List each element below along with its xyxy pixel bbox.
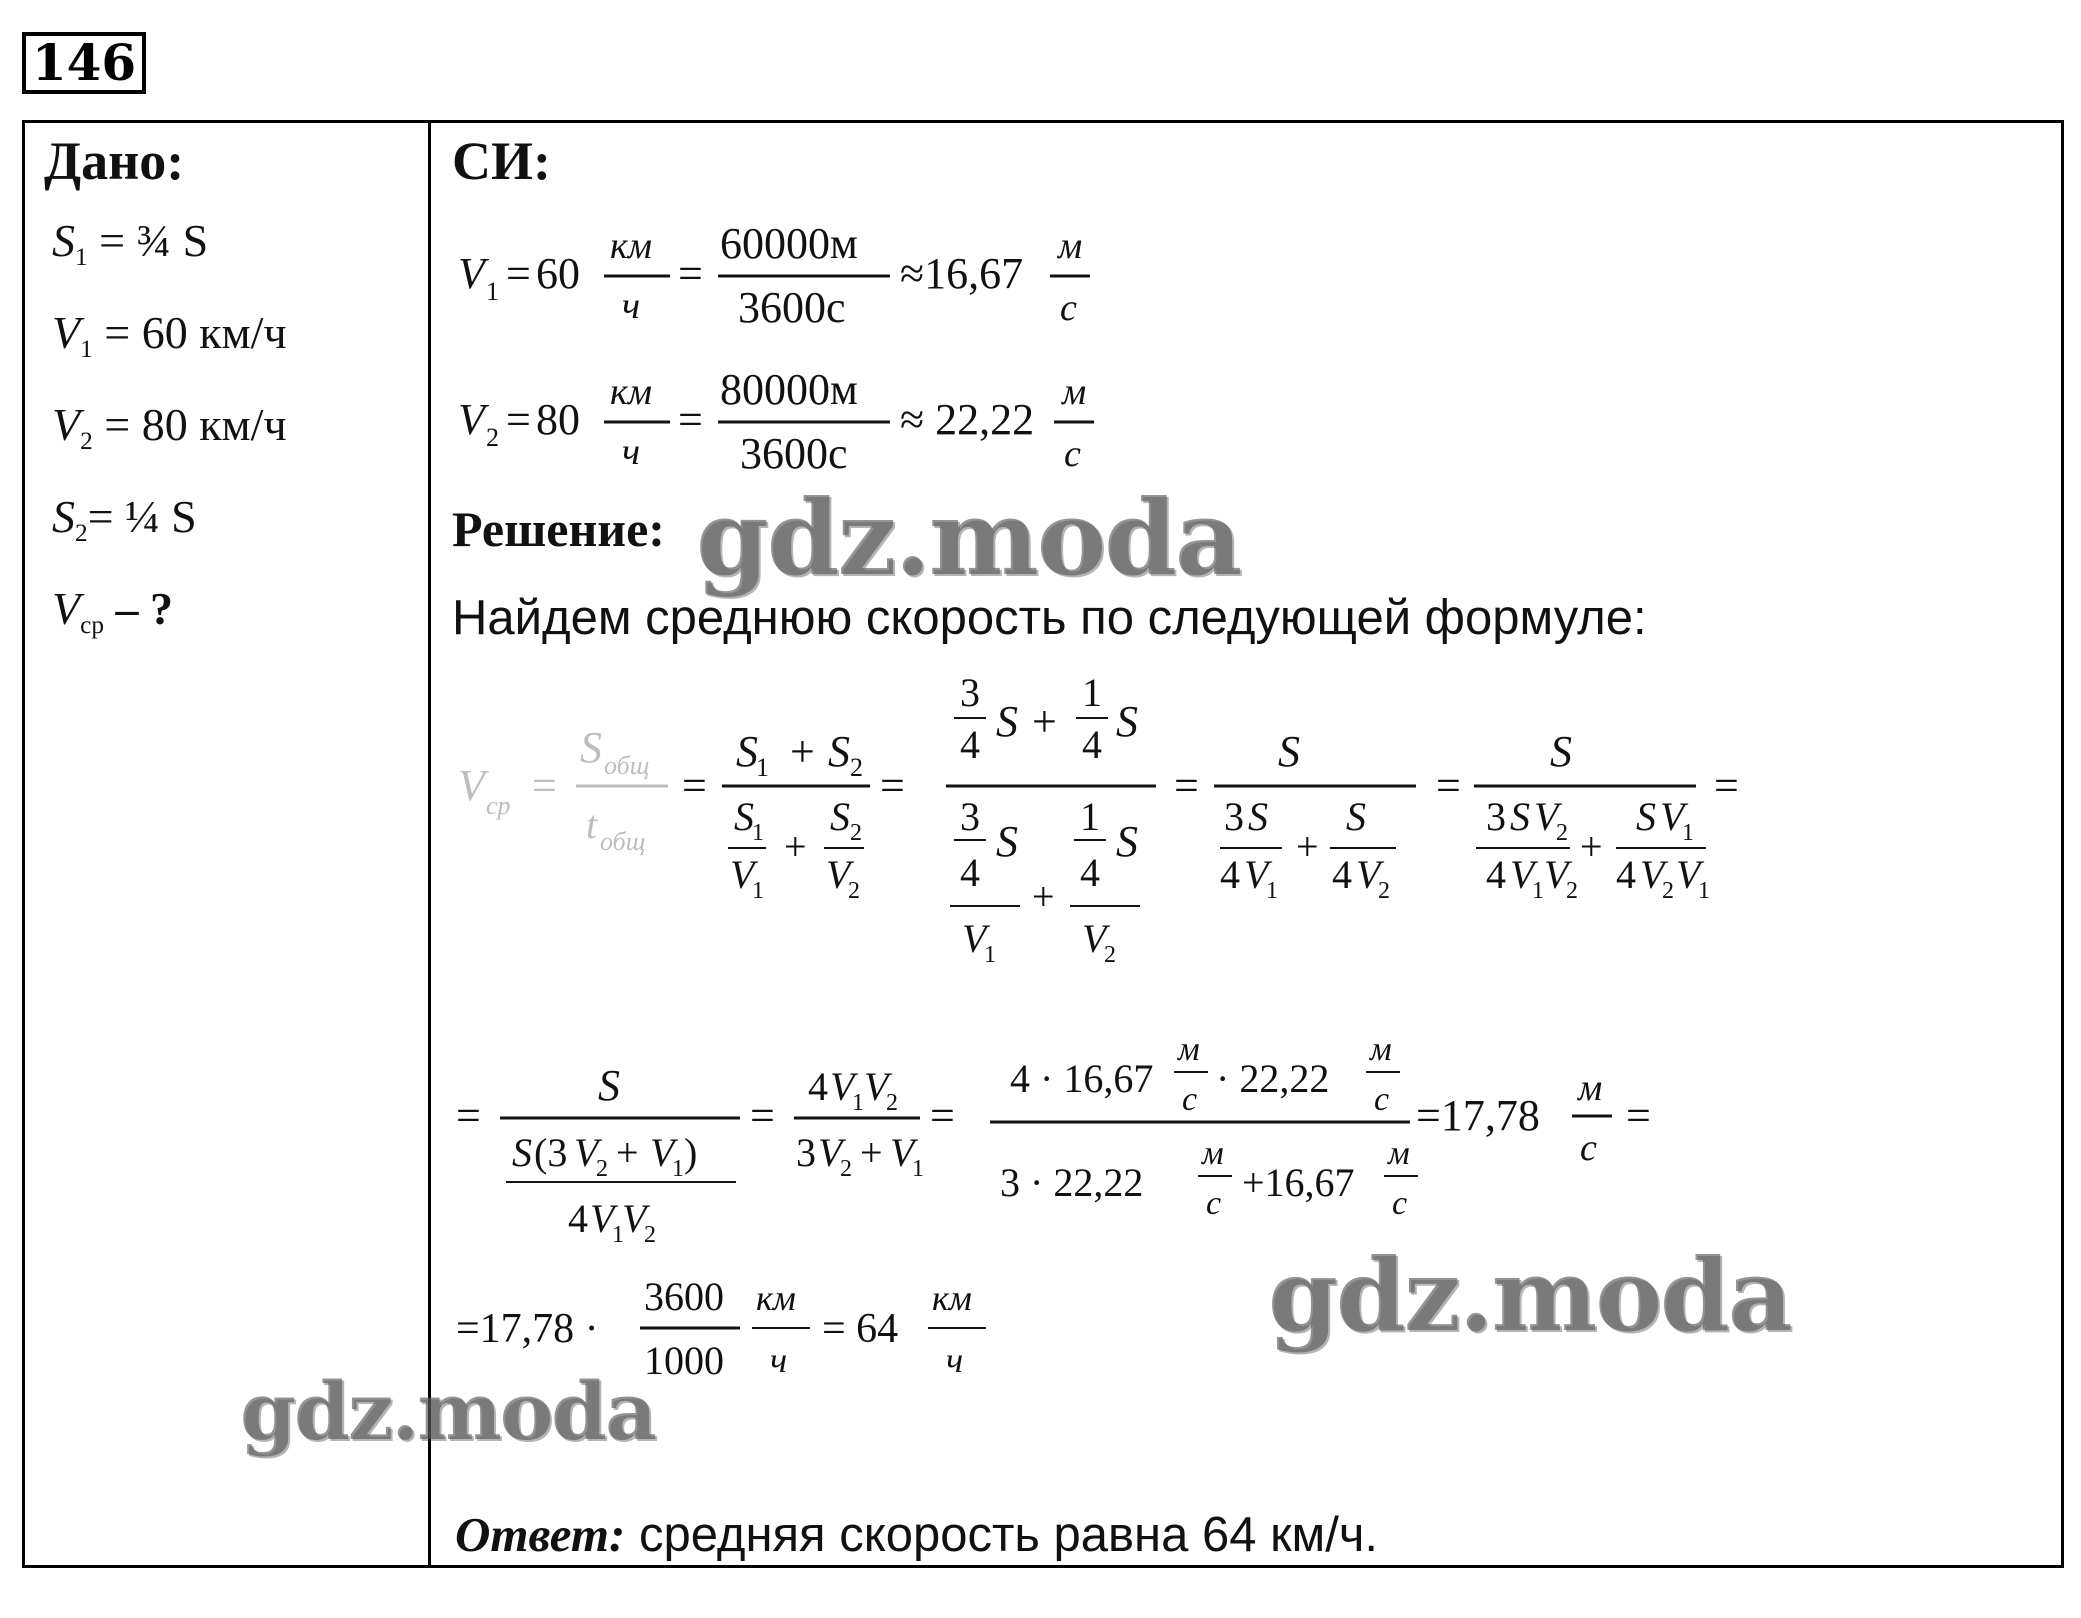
svg-text:1: 1	[1266, 878, 1278, 904]
svg-text:км: км	[756, 1278, 796, 1318]
svg-text:=: =	[750, 1091, 775, 1140]
svg-text:м: м	[1178, 1031, 1200, 1068]
svg-text:S: S	[598, 1061, 620, 1110]
si-formula-v2	[450, 356, 1150, 486]
svg-text:): )	[684, 1130, 698, 1175]
svg-text:4: 4	[808, 1064, 828, 1109]
svg-text:V: V	[864, 1064, 889, 1109]
svg-text:м: м	[1062, 371, 1087, 413]
svg-text:=: =	[532, 761, 557, 810]
svg-text:=: =	[456, 1091, 481, 1140]
svg-text:V: V	[826, 852, 851, 897]
svg-text:=: =	[678, 249, 703, 298]
svg-text:+: +	[784, 824, 807, 869]
svg-text:3600с: 3600с	[740, 429, 848, 478]
given-item: $S_2=$ ¼ S	[52, 491, 197, 547]
svg-text:2: 2	[850, 820, 862, 846]
svg-text:ч: ч	[770, 1340, 788, 1380]
svg-text:60: 60	[536, 249, 580, 298]
svg-text:с: с	[1060, 287, 1077, 329]
svg-text:V: V	[1676, 852, 1701, 897]
svg-text:S: S	[830, 794, 850, 839]
svg-text:4: 4	[1616, 852, 1636, 897]
svg-text:км: км	[932, 1278, 972, 1318]
svg-text:1: 1	[1532, 878, 1544, 904]
svg-text:3: 3	[1486, 794, 1506, 839]
solution-intro: Найдем среднюю скорость по следующей формуле:	[452, 591, 1647, 645]
svg-text:+: +	[860, 1130, 883, 1175]
svg-text:ч: ч	[622, 431, 641, 473]
svg-text:2: 2	[1378, 878, 1390, 904]
svg-text:≈16,67: ≈16,67	[900, 249, 1024, 298]
svg-text:общ: общ	[600, 827, 646, 856]
svg-text:S: S	[512, 1130, 532, 1175]
svg-text:V: V	[574, 1130, 599, 1175]
column-divider	[428, 120, 431, 1568]
watermark-logo: gdz.moda	[696, 476, 1241, 599]
svg-text:м: м	[1202, 1135, 1224, 1172]
svg-text:S: S	[828, 727, 850, 776]
problem-number: 146	[22, 32, 146, 94]
svg-text:60000м: 60000м	[720, 219, 858, 268]
svg-text:с: с	[1580, 1127, 1597, 1169]
svg-text:S: S	[1550, 727, 1572, 776]
svg-text:80: 80	[536, 395, 580, 444]
svg-text:S: S	[1510, 794, 1530, 839]
given-item: $V_{ср}$ – ?	[52, 583, 173, 639]
svg-text:1: 1	[1080, 794, 1100, 839]
svg-text:+16,67: +16,67	[1242, 1160, 1355, 1205]
svg-text:2: 2	[596, 1156, 608, 1182]
svg-text:2: 2	[850, 753, 863, 782]
svg-text:1: 1	[756, 753, 769, 782]
svg-text:4: 4	[960, 850, 980, 895]
svg-text:(3: (3	[534, 1130, 568, 1175]
given-item: $S_1$ = ¾ S	[52, 215, 209, 271]
si-heading: СИ:	[452, 131, 551, 191]
svg-text:=: =	[1626, 1091, 1651, 1140]
svg-text:V: V	[1082, 916, 1107, 961]
svg-text:+: +	[1296, 824, 1319, 869]
svg-text:4: 4	[1080, 850, 1100, 895]
svg-text:V: V	[1660, 794, 1685, 839]
svg-text:км: км	[610, 225, 653, 267]
svg-text:с: с	[1392, 1185, 1408, 1222]
svg-text:2: 2	[1662, 878, 1674, 904]
svg-text:S: S	[580, 723, 602, 772]
svg-text:1: 1	[984, 942, 996, 968]
svg-text:V: V	[1544, 852, 1569, 897]
svg-text:4 · 16,67: 4 · 16,67	[1010, 1056, 1154, 1101]
svg-text:2: 2	[848, 878, 860, 904]
svg-text:= 64: = 64	[822, 1306, 899, 1352]
svg-text:+: +	[1032, 874, 1055, 919]
svg-text:V: V	[1356, 852, 1381, 897]
svg-text:V: V	[962, 916, 987, 961]
svg-text:3: 3	[796, 1130, 816, 1175]
svg-text:1: 1	[752, 820, 764, 846]
svg-text:80000м: 80000м	[720, 365, 858, 414]
svg-text:1: 1	[912, 1156, 924, 1182]
answer-text: средняя скорость равна 64 км/ч.	[625, 1508, 1378, 1562]
svg-text:ч: ч	[622, 285, 641, 327]
svg-text:V: V	[1534, 794, 1559, 839]
svg-text:4: 4	[1082, 722, 1102, 767]
svg-text:V: V	[1244, 852, 1269, 897]
svg-text:=: =	[506, 395, 531, 444]
svg-text:V: V	[1640, 852, 1665, 897]
svg-text:V: V	[730, 852, 755, 897]
svg-text:3 · 22,22: 3 · 22,22	[1000, 1160, 1144, 1205]
svg-text:1: 1	[852, 1090, 864, 1116]
svg-text:ср: ср	[486, 791, 511, 820]
svg-text:V: V	[622, 1196, 647, 1241]
svg-text:4: 4	[960, 722, 980, 767]
svg-text:=: =	[1436, 761, 1461, 810]
given-item: $V_2 = 80$ км/ч	[52, 399, 287, 455]
svg-text:4: 4	[568, 1196, 588, 1241]
answer	[455, 1506, 1378, 1563]
derivation-line-1	[450, 670, 1830, 990]
svg-text:S: S	[996, 697, 1018, 746]
si-formula-v1	[450, 210, 1150, 340]
svg-text:=: =	[1714, 761, 1739, 810]
svg-text:4: 4	[1486, 852, 1506, 897]
svg-text:=17,78: =17,78	[1416, 1091, 1540, 1140]
svg-text:=: =	[1174, 761, 1199, 810]
svg-text:· 22,22: · 22,22	[1216, 1056, 1330, 1101]
svg-text:с: с	[1182, 1081, 1198, 1118]
svg-text:2: 2	[644, 1222, 656, 1248]
svg-text:2: 2	[486, 423, 499, 452]
solution-heading: Решение:	[452, 501, 665, 557]
svg-text:3600с: 3600с	[738, 283, 846, 332]
svg-text:3: 3	[960, 670, 980, 715]
svg-text:км: км	[610, 371, 653, 413]
watermark-logo: gdz.moda	[240, 1364, 655, 1458]
svg-text:с: с	[1374, 1081, 1390, 1118]
svg-text:м: м	[1058, 225, 1083, 267]
svg-text:V: V	[1510, 852, 1535, 897]
svg-text:с: с	[1206, 1185, 1222, 1222]
svg-text:1: 1	[1082, 670, 1102, 715]
svg-text:общ: общ	[604, 751, 650, 780]
svg-text:1: 1	[1682, 820, 1694, 846]
svg-text:+: +	[790, 727, 815, 776]
svg-text:+: +	[616, 1130, 639, 1175]
svg-text:S: S	[736, 727, 758, 776]
svg-text:ч: ч	[946, 1340, 964, 1380]
svg-text:t: t	[586, 802, 598, 847]
svg-text:V: V	[458, 395, 485, 444]
svg-text:V: V	[890, 1130, 915, 1175]
svg-text:=: =	[930, 1091, 955, 1140]
svg-text:3: 3	[960, 794, 980, 839]
svg-text:2: 2	[840, 1156, 852, 1182]
svg-text:1: 1	[752, 878, 764, 904]
svg-text:1: 1	[672, 1156, 684, 1182]
svg-text:V: V	[458, 249, 485, 298]
svg-text:S: S	[1346, 794, 1366, 839]
svg-text:2: 2	[1556, 820, 1568, 846]
svg-text:=: =	[678, 395, 703, 444]
svg-text:S: S	[734, 794, 754, 839]
svg-text:2: 2	[886, 1090, 898, 1116]
svg-text:4: 4	[1332, 852, 1352, 897]
svg-text:1: 1	[612, 1222, 624, 1248]
svg-text:1000: 1000	[644, 1338, 724, 1383]
svg-text:≈ 22,22: ≈ 22,22	[900, 395, 1035, 444]
svg-text:м: м	[1578, 1067, 1603, 1109]
svg-text:S: S	[1636, 794, 1656, 839]
answer-label: Ответ:	[455, 1507, 626, 1562]
svg-text:=: =	[880, 761, 905, 810]
svg-text:S: S	[1278, 727, 1300, 776]
svg-text:V: V	[830, 1064, 855, 1109]
svg-text:4: 4	[1220, 852, 1240, 897]
svg-text:2: 2	[1104, 942, 1116, 968]
svg-text:1: 1	[486, 277, 499, 306]
svg-text:V: V	[818, 1130, 843, 1175]
svg-text:1: 1	[1698, 878, 1710, 904]
derivation-line-2	[450, 1010, 1750, 1250]
svg-text:V: V	[458, 761, 485, 810]
svg-text:S: S	[1116, 697, 1138, 746]
svg-text:3600: 3600	[644, 1274, 724, 1319]
svg-text:+: +	[1032, 697, 1057, 746]
watermark-logo: gdz.moda	[1268, 1236, 1791, 1354]
svg-text:S: S	[996, 817, 1018, 866]
svg-text:=17,78 ·: =17,78 ·	[456, 1306, 599, 1352]
svg-text:с: с	[1064, 433, 1081, 475]
given-item: $V_1 = 60$ км/ч	[52, 307, 287, 363]
svg-text:+: +	[1580, 824, 1603, 869]
given-heading: Дано:	[44, 131, 185, 191]
svg-text:=: =	[682, 761, 707, 810]
svg-text:м: м	[1370, 1031, 1392, 1068]
svg-text:S: S	[1116, 817, 1138, 866]
svg-text:=: =	[506, 249, 531, 298]
svg-text:V: V	[590, 1196, 615, 1241]
svg-text:м: м	[1388, 1135, 1410, 1172]
svg-text:S: S	[1248, 794, 1268, 839]
svg-text:V: V	[650, 1130, 675, 1175]
svg-text:2: 2	[1566, 878, 1578, 904]
svg-text:3: 3	[1224, 794, 1244, 839]
